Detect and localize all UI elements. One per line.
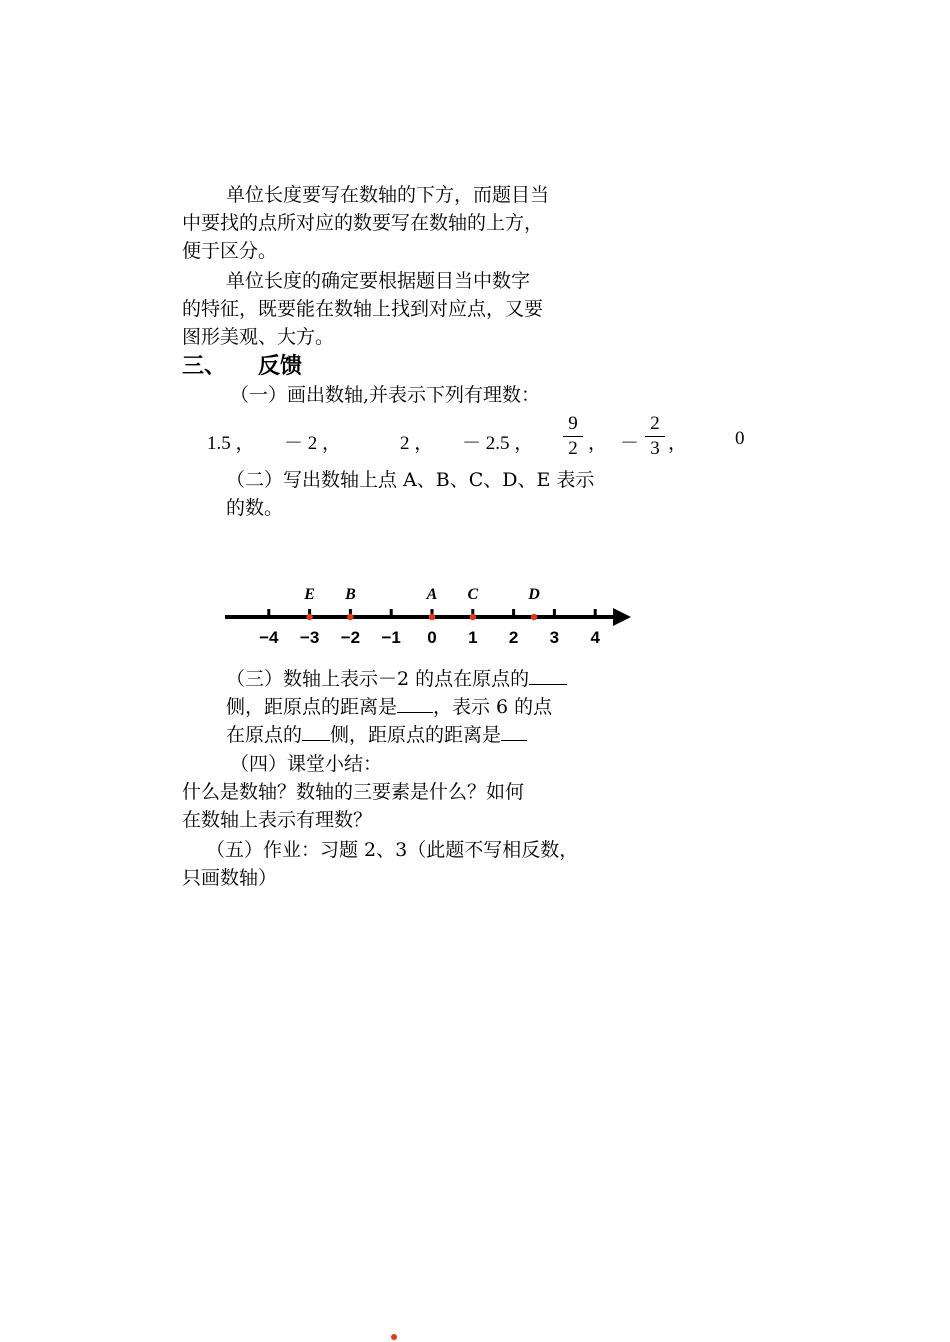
section-title: 反馈 (258, 354, 303, 379)
footer-dot (391, 1334, 397, 1340)
number-item: － 2.5 ， (462, 433, 534, 454)
question-5-line: 只画数轴） (182, 867, 278, 889)
question-2-line: （二）写出数轴上点 A、B、C、D、E 表示 (226, 469, 595, 491)
point-marker (470, 614, 476, 620)
fraction-numerator: 9 (568, 413, 578, 434)
separator: ， (588, 433, 608, 454)
tick-label: −2 (340, 628, 361, 647)
number-item: 1.5 ， (207, 433, 255, 454)
question-3-line (226, 692, 552, 721)
question-4-line: 在数轴上表示有理数？ (182, 809, 373, 831)
fraction-numerator: 2 (650, 413, 660, 434)
point-marker (429, 614, 435, 620)
question-5-line: （五）作业：习题 2、3（此题不写相反数， (206, 839, 579, 861)
fill-blank[interactable] (529, 664, 567, 685)
question-3-text: 侧，距原点的距离是 (226, 696, 398, 718)
fill-blank[interactable] (302, 720, 330, 741)
tick-label: 3 (549, 628, 560, 647)
question-3-line (226, 720, 527, 749)
point-label: B (345, 586, 356, 603)
point-label: E (304, 586, 315, 603)
axis-arrowhead (613, 608, 631, 626)
fill-blank[interactable] (397, 692, 433, 713)
fraction-denominator: 3 (650, 438, 660, 459)
question-3-text: ，表示 6 的点 (433, 696, 553, 718)
text-line: 中要找的点所对应的数要写在数轴的上方， (182, 212, 544, 234)
tick-label: 1 (468, 628, 478, 647)
fraction-denominator: 2 (568, 438, 578, 459)
section-number: 三、 (182, 354, 227, 379)
tick-label: −1 (381, 628, 401, 647)
question-2-line: 的数。 (226, 497, 284, 519)
question-3-line (226, 664, 567, 693)
fill-blank[interactable] (501, 720, 527, 741)
fraction-bar (645, 436, 665, 437)
minus-sign: － (620, 433, 640, 454)
text-line: 单位长度要写在数轴的下方，而题目当 (226, 184, 550, 206)
tick-label: 0 (427, 628, 437, 647)
text-line: 的特征，既要能在数轴上找到对应点，又要 (182, 298, 544, 320)
question-4-title: （四）课堂小结： (230, 753, 383, 775)
point-label: A (426, 586, 438, 603)
point-marker (347, 614, 353, 620)
question-1-title: （一）画出数轴,并表示下列有理数： (230, 384, 541, 406)
text-line: 便于区分。 (182, 240, 278, 262)
number-line-figure (215, 575, 645, 655)
fraction-nine-halves (563, 414, 583, 459)
rational-number-list (0, 412, 950, 472)
tick-label: 2 (508, 628, 519, 647)
fraction-bar (563, 436, 583, 437)
number-item: 2 ， (400, 433, 434, 454)
question-3-text: （三）数轴上表示－2 的点在原点的 (226, 668, 530, 690)
text-line: 单位长度的确定要根据题目当中数字 (226, 270, 531, 292)
point-marker (531, 614, 537, 620)
tick-label: −4 (259, 628, 279, 647)
tick-label: 4 (590, 628, 600, 647)
question-3-text: 在原点的 (226, 724, 303, 746)
question-3-text: 侧，距原点的距离是 (330, 724, 502, 746)
question-4-line: 什么是数轴？数轴的三要素是什么？如何 (182, 781, 525, 803)
separator: ， (668, 433, 688, 454)
fraction-two-thirds (645, 414, 665, 459)
number-item: － 2 ， (284, 433, 342, 454)
point-marker (306, 614, 312, 620)
text-line: 图形美观、大方。 (182, 326, 335, 348)
point-label: C (467, 586, 479, 603)
tick-label: −3 (299, 628, 320, 647)
number-item: 0 (735, 428, 745, 449)
point-label: D (528, 586, 540, 603)
